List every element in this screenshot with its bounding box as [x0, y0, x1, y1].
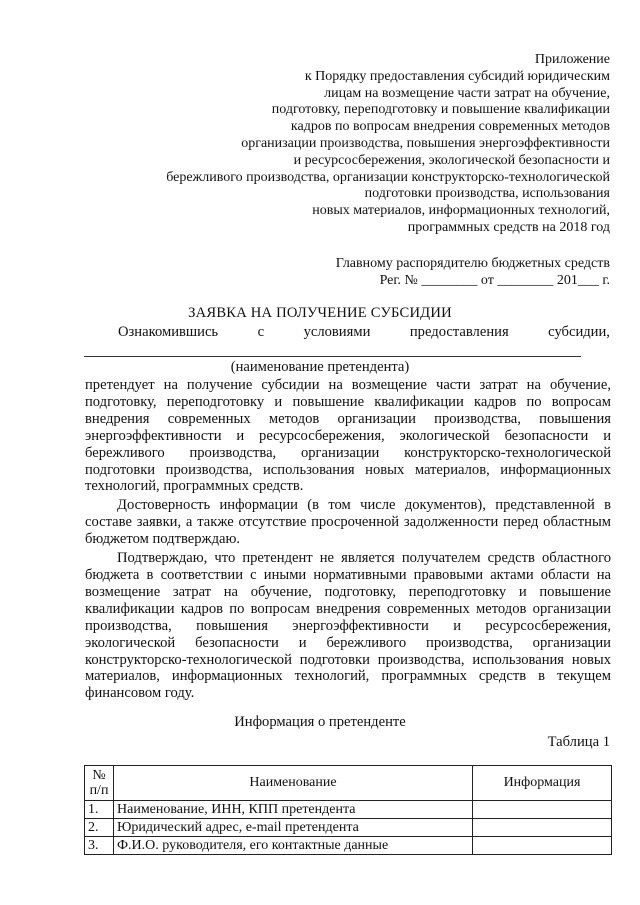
paragraph-reliability: Достоверность информации (в том числе документов), представленной в составе заявки, а также отсутствие просроченной задолженности перед областным бюджетом подтверждаю. — [85, 497, 611, 548]
appendix-line: программных средств на 2018 год — [407, 219, 610, 235]
applicant-caption: (наименование претендента) — [230, 359, 410, 375]
row-number: 2. — [85, 819, 114, 837]
intro-word: условиями — [303, 324, 371, 340]
intro-word: с — [257, 324, 265, 340]
row-info-cell[interactable] — [473, 819, 612, 837]
body-text — [85, 377, 611, 702]
appendix-line: к Порядку предоставления субсидий юридическим — [304, 68, 610, 84]
header-number-line2: п/п — [89, 783, 109, 798]
header-number — [85, 766, 114, 801]
table-row — [85, 837, 612, 855]
header-info: Информация — [473, 766, 612, 801]
row-info-cell[interactable] — [473, 837, 612, 855]
appendix-line: Приложение — [534, 52, 610, 67]
row-number: 1. — [85, 801, 114, 819]
table-row — [85, 801, 612, 819]
document-title: ЗАЯВКА НА ПОЛУЧЕНИЕ СУБСИДИИ — [188, 305, 452, 321]
table-header-row — [85, 766, 612, 801]
row-name: Наименование, ИНН, КПП претендента — [114, 801, 473, 819]
intro-line — [118, 324, 610, 341]
applicant-info-table — [84, 765, 612, 855]
appendix-line: новых материалов, информационных технологий, — [312, 203, 610, 219]
intro-word: предоставления — [409, 324, 509, 340]
addressee-block — [336, 255, 610, 289]
appendix-line: подготовки производства, использования — [364, 186, 610, 202]
intro-word: субсидии, — [548, 324, 610, 340]
appendix-line: организации производства, повышения энергоэффективности — [241, 135, 610, 151]
appendix-line: и ресурсосбережения, экологической безопасности и — [293, 152, 610, 168]
appendix-line: подготовку, переподготовку и повышение квалификации — [271, 102, 610, 118]
paragraph-confirmation: Подтверждаю, что претендент не является получателем средств областного бюджета в соответствии с иными нормативными правовыми актами области на возмещение затрат на обучение, подготовку, переподготовку и повышение квалификации кадров по вопросам внедрения современных методов организации производства, повышения энергоэффективности и ресурсосбережения, экологической безопасности и бережливого производства, организации конструкторско-технологической подготовки производства, использования новых материалов, информационных технологий, программных средств в текущем финансовом году. — [85, 550, 611, 702]
appendix-line: кадров по вопросам внедрения современных методов — [290, 119, 610, 135]
registration-line: Рег. № ________ от ________ 201___ г. — [379, 273, 610, 289]
table-label: Таблица 1 — [547, 734, 610, 750]
paragraph-claim: претендует на получение субсидии на возмещение части затрат на обучение, подготовку, переподготовку и повышение квалификации кадров по вопросам внедрения современных методов организации производства, повышения энергоэффективности и ресурсосбережения, экологической безопасности и бережливого производства, организации конструкторско-технологической подготовки производства, использования новых материалов, информационных технологий, программных средств. — [85, 377, 611, 495]
header-number-line1: № — [92, 767, 106, 783]
applicant-name-line — [84, 356, 581, 357]
row-name: Юридический адрес, e-mail претендента — [114, 819, 473, 837]
appendix-line: бережливого производства, организации конструкторско-технологической — [166, 169, 610, 185]
table-row — [85, 819, 612, 837]
appendix-line: лицам на возмещение части затрат на обучение, — [324, 85, 610, 101]
row-number: 3. — [85, 837, 114, 855]
appendix-header — [166, 52, 610, 237]
intro-word: Ознакомившись — [118, 324, 219, 340]
header-name: Наименование — [114, 766, 473, 801]
row-name: Ф.И.О. руководителя, его контактные данные — [114, 837, 473, 855]
info-heading: Информация о претенденте — [234, 714, 406, 730]
row-info-cell[interactable] — [473, 801, 612, 819]
addressee-line: Главному распорядителю бюджетных средств — [335, 256, 610, 271]
